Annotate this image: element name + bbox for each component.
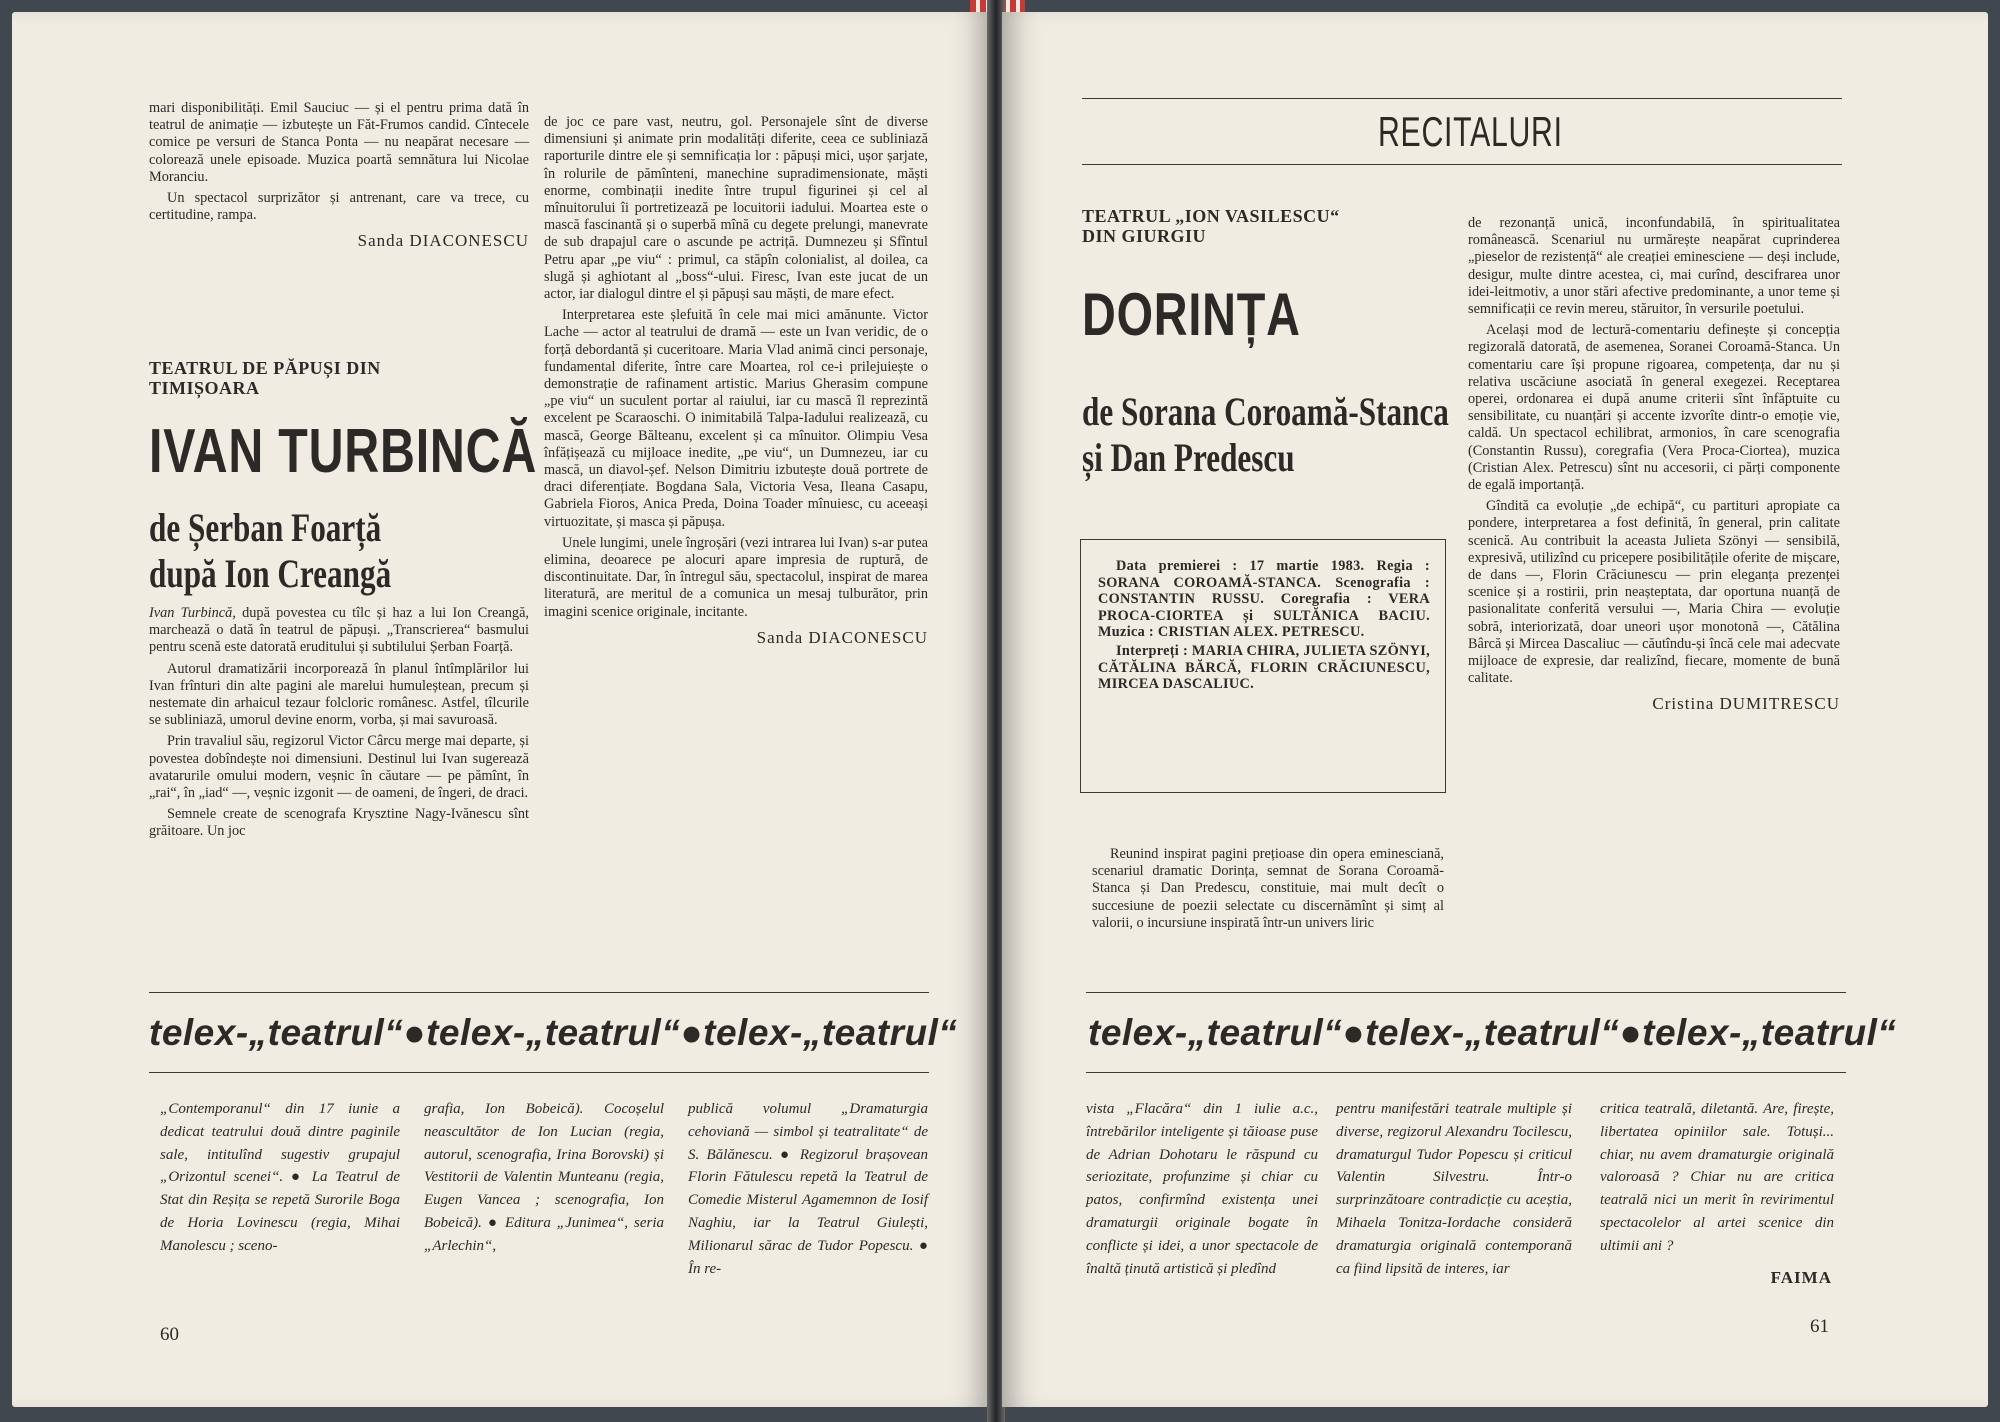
section-title: RECITALURI	[1378, 108, 1563, 155]
page-number: 61	[1810, 1316, 1829, 1337]
paragraph: Semnele create de scenografa Krysztine Nagy-Ivănescu sînt grăitoare. Un joc	[149, 806, 529, 840]
paragraph: Gîndită ca evoluție „de echipă“, cu partituri apropiate ca pondere, interpretarea a fost definită, în general, prin calitate scenică. Au contribuit la aceasta Julieta Szönyi — sensibilă, expresivă, utilizînd cu pricepere posibilitățile oferite de mișcare, de dans —, Florin Crăciunescu — prin eleganța prezenței scenice și a rostirii, prin neașteptata, dar oportuna nuanță de pasionalitate conferită versului —, Maria Chira — evoluție sobră, interiorizată, doar uneori ușor monotonă —, Cătălina Bârcă și Mircea Dascaliuc — căutîndu-și încă cele mai adecvate mijloace de expresie, dar realizînd, fiecare, momente de bună calitate.	[1468, 498, 1840, 687]
byline: Sanda DIACONESCU	[357, 231, 529, 251]
intro-italic: Ivan Turbincă,	[149, 605, 236, 621]
right-page	[1002, 12, 1988, 1407]
paragraph: Unele lungimi, unele îngroșări (vezi intrarea lui Ivan) s-ar putea elimina, deoarece pe alocuri apare impresia de ruptură, de discontinuitate. Dar, în întregul său, spectacolul, inspirat de marea literatură, are meritul de a comunica un mesaj tulburător, prin imagini scenice originale, incitante.	[544, 534, 929, 620]
divider	[1082, 164, 1842, 165]
telex-column: critica teatrală, diletantă. Are, firește, libertatea opiniilor sale. Totuși... chiar, nu avem dramaturgie originală valoroasă ? Chiar nu are critica teatrală nici un merit în revirimentul spectacolelor al artei scenice din ultimii ani ?	[1600, 1101, 1834, 1254]
author-line: de Sorana Coroamă-Stanca	[1082, 389, 1449, 434]
play-title: IVAN TURBINCĂ	[149, 417, 538, 486]
telex-column: grafia, Ion Bobeică). Cocoșelul neascultător de Ion Lucian (regia, autorul, scenografia, Irina Borovski) și Vestitorii de Valentin Munteanu (regia, Eugen Vancea ; scenografia, Ion Bobeică). ● Editura „Junimea“, seria „Arlechin“,	[424, 1101, 664, 1254]
byline: Cristina DUMITRESCU	[1652, 694, 1840, 714]
telex-column: publică volumul „Dramaturgia cehoviană — simbol și teatralitate“ de S. Bălănescu. ● Regizorul brașovean Florin Fătulescu repetă la Teatrul de Comedie Misterul Agamemnon de Iosif Naghiu, iar la Teatrul Giulești, Milionarul sărac de Tudor Popescu. ● În re-	[688, 1101, 928, 1277]
credits-paragraph: Data premierei : 17 martie 1983. Regia : SORANA COROAMĂ-STANCA. Scenografia : CONSTANTIN RUSSU. Coregrafia : VERA PROCA-CIORTEA și SULTĂNICA BACIU. Muzica : CRISTIAN ALEX. PETRESCU.	[1098, 558, 1430, 641]
paragraph: mari disponibilități. Emil Sauciuc — și el pentru prima dată în teatrul de animație — izbutește un Făt-Frumos candid. Cîntecele comice pe versuri de Stanca Ponta — nu neapărat necesare — colorează unele episoade. Muzica poartă semnătura lui Nicolae Moranciu.	[149, 100, 529, 185]
telex-banner: telex-„teatrul“●telex-„teatrul“●telex-„teatrul“	[1088, 1012, 1897, 1053]
divider	[1086, 1072, 1846, 1073]
paragraph: Prin travaliul său, regizorul Victor Cârcu merge mai departe, și povestea dobîndește noi dimensiuni. Destinul lui Ivan sugerează avatarurile omului modern, veșnic în căutare — pe pămînt, în „rai“, în „iad“ —, veșnic izgonit — de oameni, de îngeri, de draci.	[149, 733, 529, 802]
left-page	[12, 12, 990, 1407]
theater-name: TEATRUL „ION VASILESCU“ DIN GIURGIU	[1082, 206, 1340, 246]
paragraph: Autorul dramatizării incorporează în planul întîmplărilor lui Ivan frînturi din alte pagini ale marelui humuleștean, precum și nestemate din arhaicul tezaur folcloric românesc. Astfel, tîlcurile se subliniază, umorul devine enorm, vorba, și mai savuroasă.	[149, 660, 529, 729]
telex-signature: FAIMA	[1770, 1268, 1832, 1287]
telex-column: „Contemporanul“ din 17 iunie a dedicat teatrului două dintre paginile sale, intitulînd sugestiv grupajul „Orizontul scenei“. ● La Teatrul de Stat din Reșița se repetă Surorile Boga de Horia Lovinescu (regia, Mihai Manolescu ; sceno-	[160, 1101, 400, 1254]
right-col1	[1092, 846, 1444, 936]
paragraph: Un spectacol surprizător și antrenant, care va trece, cu certitudine, rampa.	[149, 190, 529, 224]
divider	[149, 1072, 929, 1073]
divider	[1082, 98, 1842, 99]
author-line: de Șerban Foarță	[149, 505, 382, 550]
paragraph: de joc ce pare vast, neutru, gol. Personajele sînt de diverse dimensiuni și animate prin modalități diferite, ceea ce subliniază raporturile dintre ele și semnificația lor : păpuși mici, ușor șarjate, în rolurile de pămînteni, manechine supradimensionate, măști enorme, combinații inedite între trupul figurinei și cel al mînuitorului îi portretizează pe locuitorii iadului. Moartea este o mască fascinantă și o superbă mînă cu degete prelungi, manevrate de sub drapajul care o ascunde pe actriță. Dumnezeu și Sfîntul Petru apar „pe viu“ : primul, ca stăpîn colonialist, al doilea, ca slugă și aghiotant al „boss“-ului. Firesc, Ivan este jucat de un actor, iar dialogul dintre el și păpuși sau măști, de mare efect.	[544, 114, 928, 303]
theater-name: TEATRUL DE PĂPUȘI DIN TIMIȘOARA	[149, 358, 381, 398]
paragraph: după povestea cu tîlc și haz a lui Ion Creangă, marchează o dată în teatrul de păpuși. „Transcrierea“ basmului pentru scenă este datorată eruditului și subtilului Șerban Foarță.	[149, 605, 529, 656]
telex-column: pentru manifestări teatrale multiple și diverse, regizorul Alexandru Tocilescu, dramaturgul Tudor Popescu și criticul Valentin Silvestru. Într-o surprinzătoare contradicție cu aceștia, Mihaela Tonitza-Iordache consideră dramaturgia originală contemporană ca fiind lipsită de interes, iar	[1336, 1101, 1572, 1277]
paragraph: Reunind inspirat pagini prețioase din opera eminesciană, scenariul dramatic Dorința, semnat de Sorana Coroamă-Stanca și Dan Predescu, constituie, mai mult decît o succesiune de poezii selectate cu discernămînt și simț al valorii, o incursiune inspirată într-un univers liric	[1092, 846, 1444, 931]
left-col1-top	[149, 100, 529, 250]
left-col1-main	[149, 605, 529, 845]
credits-paragraph: Interpreți : MARIA CHIRA, JULIETA SZÖNYI, CĂTĂLINA BĂRCĂ, FLORIN CRĂCIUNESCU, MIRCEA DASCALIUC.	[1098, 642, 1431, 693]
left-col2	[544, 114, 928, 646]
divider	[149, 992, 929, 993]
byline: Sanda DIACONESCU	[756, 627, 928, 647]
right-col2	[1468, 215, 1840, 713]
divider	[1086, 992, 1846, 993]
play-title: DORINȚA	[1082, 281, 1301, 348]
telex-column: vista „Flacăra“ din 1 iulie a.c., întrebărilor inteligente și tăioase puse de Adrian Dohotaru le răspund cu seriozitate, profunzime și chiar cu patos, confirmînd existența unei dramaturgii originale bogate în conflicte și idei, a unor spectacole de înaltă ținută artistică și pledînd	[1086, 1101, 1318, 1277]
author-line: și Dan Predescu	[1082, 435, 1295, 480]
paragraph: Același mod de lectură-comentariu definește și concepția regizorală datorată, de asemenea, Soranei Coroamă-Stanca. Un comentariu care își propune rigoarea, competența, dar nu și relativa uscăciune asociată în general exegezei. Receptarea operei, ordonarea ei după anume criterii sînt înfăptuite cu sensibilitate, cu nuanțări și accente izvorîte dintr-o emoție vie, caldă. Un spectacol echilibrat, armonios, în care scenografia (Constantin Russu), coregrafia (Vera Proca-Ciortea), muzica (Cristian Alex. Petrescu) sînt nu accesorii, ci părți componente de egală importanță.	[1468, 322, 1840, 494]
author-line: după Ion Creangă	[149, 551, 392, 596]
page-number: 60	[160, 1324, 179, 1345]
paragraph: de rezonanță unică, inconfundabilă, în spiritualitatea românească. Scenariul nu urmărește neapărat cuprinderea „pieselor de rezistență“ ale creației eminesciene — deși include, desigur, multe dintre acestea, ci, mai curînd, descifrarea unor idei-leitmotiv, a unor stări afective predominante, a unor teme și semnificații ce revin mereu, stăruitor, în versurile poetului.	[1468, 215, 1840, 318]
credits-text	[1098, 558, 1430, 693]
telex-banner: telex-„teatrul“●telex-„teatrul“●telex-„teatrul“	[149, 1012, 958, 1053]
paragraph: Interpretarea este șlefuită în cele mai mici amănunte. Victor Lache — actor al teatrului de dramă — este un Ivan veridic, de o forță debordantă și cuceritoare. Maria Vlad animă cinci personaje, fundamental diferite, între care Moartea, rol ce-i prilejuiește o demonstrație de rafinament artistic. Marius Gherasim compune „pe viu“ un suculent portar al raiului, iar cu mască îl reprezintă excelent pe Scaraoschi. O inimitabilă Talpa-Iadului realizează, cu mască, George Bălteanu, excelent și ca mînuitor. Olimpiu Vesa înfățișează cu mijloace inedite, „pe viu“, un Dumnezeu, iar cu mască, un diavol-șef. Nelson Dimitriu izbutește două portrete de draci diferențiate. Bogdana Sala, Victoria Vesa, Ileana Casapu, Gabriela Fioros, Anica Preda, Doina Toader mînuiesc, cu aceeași virtuozitate, și masca și păpușa.	[544, 307, 928, 530]
